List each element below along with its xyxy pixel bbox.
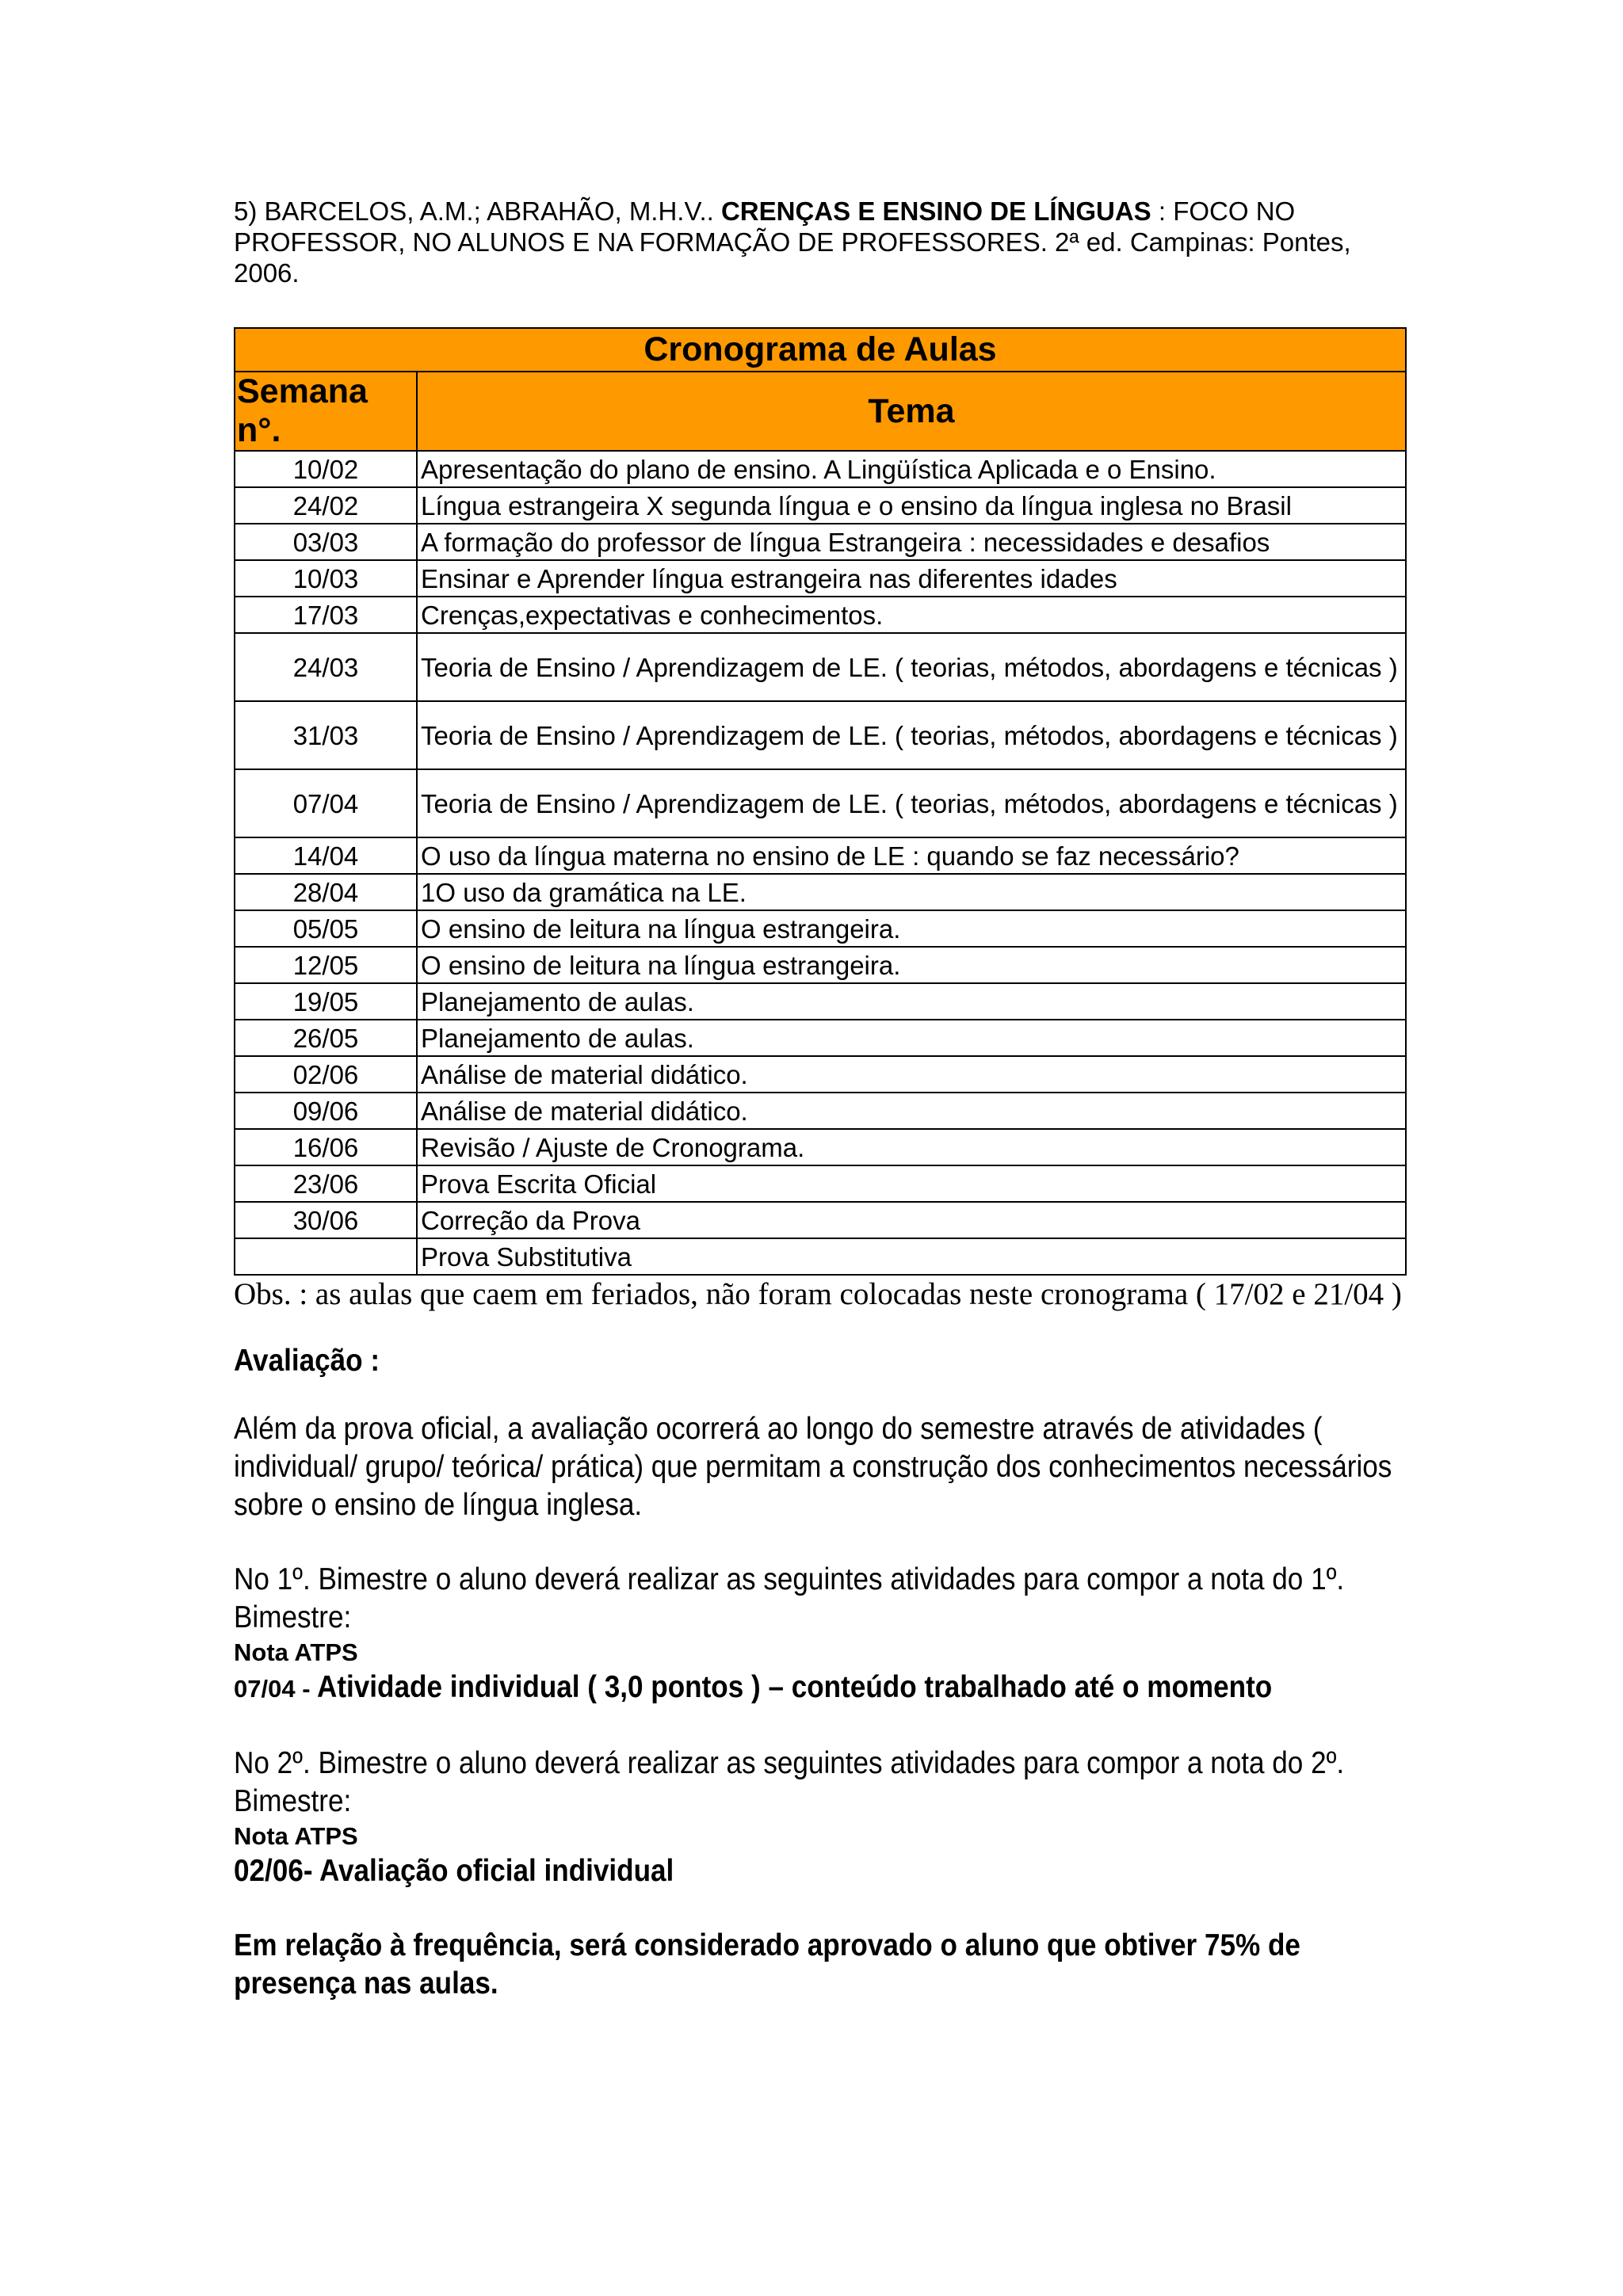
schedule-topic: Crenças,expectativas e conhecimentos. bbox=[417, 597, 1406, 633]
reference-authors: 5) BARCELOS, A.M.; ABRAHÃO, M.H.V.. bbox=[234, 196, 721, 226]
schedule-date: 07/04 bbox=[235, 769, 417, 837]
bimester-2-activity-text: 02/06- Avaliação oficial individual bbox=[234, 1854, 674, 1888]
schedule-row bbox=[235, 1202, 1406, 1238]
schedule-table bbox=[234, 327, 1407, 1276]
schedule-date: 26/05 bbox=[235, 1020, 417, 1056]
schedule-date: 30/06 bbox=[235, 1202, 417, 1238]
schedule-row bbox=[235, 1129, 1406, 1165]
bimester-2-nota-label: Nota ATPS bbox=[234, 1822, 358, 1850]
schedule-date: 10/03 bbox=[235, 560, 417, 597]
schedule-date: 05/05 bbox=[235, 910, 417, 947]
schedule-date: 23/06 bbox=[235, 1165, 417, 1202]
bimester-2-activity bbox=[234, 1852, 1407, 1890]
schedule-topic: O ensino de leitura na língua estrangeira. bbox=[417, 947, 1406, 983]
schedule-row bbox=[235, 983, 1406, 1020]
schedule-row bbox=[235, 597, 1406, 633]
schedule-date: 03/03 bbox=[235, 524, 417, 560]
bimester-1-activity bbox=[234, 1669, 1407, 1708]
schedule-topic: 1O uso da gramática na LE. bbox=[417, 874, 1406, 910]
schedule-row bbox=[235, 1238, 1406, 1275]
schedule-date: 28/04 bbox=[235, 874, 417, 910]
schedule-topic: Correção da Prova bbox=[417, 1202, 1406, 1238]
schedule-body bbox=[235, 451, 1406, 1275]
schedule-row bbox=[235, 487, 1406, 524]
schedule-topic: Prova Escrita Oficial bbox=[417, 1165, 1406, 1202]
schedule-date: 19/05 bbox=[235, 983, 417, 1020]
page-content bbox=[234, 196, 1407, 2003]
schedule-row bbox=[235, 701, 1406, 769]
schedule-topic: Língua estrangeira X segunda língua e o ensino da língua inglesa no Brasil bbox=[417, 487, 1406, 524]
schedule-date: 17/03 bbox=[235, 597, 417, 633]
schedule-row bbox=[235, 910, 1406, 947]
reference-title: CRENÇAS E ENSINO DE LÍNGUAS bbox=[720, 196, 1151, 226]
schedule-topic: Planejamento de aulas. bbox=[417, 983, 1406, 1020]
bimester-1-activity-text: Atividade individual ( 3,0 pontos ) – conteúdo trabalhado até o momento bbox=[317, 1670, 1273, 1704]
schedule-topic: Ensinar e Aprender língua estrangeira nas diferentes idades bbox=[417, 560, 1406, 597]
schedule-topic: Análise de material didático. bbox=[417, 1093, 1406, 1129]
schedule-topic: A formação do professor de língua Estrangeira : necessidades e desafios bbox=[417, 524, 1406, 560]
schedule-topic: O uso da língua materna no ensino de LE : quando se faz necessário? bbox=[417, 837, 1406, 874]
schedule-date: 31/03 bbox=[235, 701, 417, 769]
schedule-row bbox=[235, 874, 1406, 910]
schedule-row bbox=[235, 1020, 1406, 1056]
schedule-title: Cronograma de Aulas bbox=[235, 328, 1406, 372]
schedule-date: 10/02 bbox=[235, 451, 417, 487]
schedule-topic: Apresentação do plano de ensino. A Lingüística Aplicada e o Ensino. bbox=[417, 451, 1406, 487]
schedule-row bbox=[235, 633, 1406, 701]
schedule-row bbox=[235, 837, 1406, 874]
schedule-topic: Prova Substitutiva bbox=[417, 1238, 1406, 1275]
schedule-row bbox=[235, 560, 1406, 597]
schedule-date: 24/03 bbox=[235, 633, 417, 701]
schedule-date: 12/05 bbox=[235, 947, 417, 983]
schedule-note: Obs. : as aulas que caem em feriados, não foram colocadas neste cronograma ( 17/02 e 21/04 ) bbox=[234, 1277, 1402, 1311]
schedule-date: 02/06 bbox=[235, 1056, 417, 1093]
bibliography-reference bbox=[234, 196, 1407, 288]
schedule-date: 09/06 bbox=[235, 1093, 417, 1129]
attendance-requirement bbox=[234, 1927, 1407, 2003]
column-header-week: Semana n°. bbox=[235, 372, 417, 451]
reference-details: : FOCO NO PROFESSOR, NO ALUNOS E NA FORMAÇÃO DE PROFESSORES. 2ª ed. Campinas: Pontes, 2006. bbox=[234, 196, 1351, 288]
schedule-date: 16/06 bbox=[235, 1129, 417, 1165]
schedule-row bbox=[235, 1056, 1406, 1093]
schedule-date: 14/04 bbox=[235, 837, 417, 874]
schedule-topic: O ensino de leitura na língua estrangeira. bbox=[417, 910, 1406, 947]
schedule-topic: Teoria de Ensino / Aprendizagem de LE. ( teorias, métodos, abordagens e técnicas ) bbox=[417, 769, 1406, 837]
schedule-row bbox=[235, 1165, 1406, 1202]
schedule-date bbox=[235, 1238, 417, 1275]
bimester-1-nota-label: Nota ATPS bbox=[234, 1638, 358, 1666]
schedule-topic: Revisão / Ajuste de Cronograma. bbox=[417, 1129, 1406, 1165]
schedule-date: 24/02 bbox=[235, 487, 417, 524]
schedule-row bbox=[235, 947, 1406, 983]
schedule-topic: Teoria de Ensino / Aprendizagem de LE. ( teorias, métodos, abordagens e técnicas ) bbox=[417, 633, 1406, 701]
schedule-row bbox=[235, 524, 1406, 560]
attendance-requirement-text: Em relação à frequência, será considerado aprovado o aluno que obtiver 75% de presença nas aulas. bbox=[234, 1928, 1300, 2000]
evaluation-heading: Avaliação : bbox=[234, 1344, 380, 1378]
bimester-1-text: No 1º. Bimestre o aluno deverá realizar as seguintes atividades para compor a nota do 1º. Bimestre: bbox=[234, 1562, 1345, 1634]
schedule-topic: Planejamento de aulas. bbox=[417, 1020, 1406, 1056]
bimester-1-activity-date: 07/04 - bbox=[234, 1675, 318, 1703]
column-header-topic: Tema bbox=[417, 372, 1406, 451]
bimester-2-text: No 2º. Bimestre o aluno deverá realizar as seguintes atividades para compor a nota do 2º. Bimestre: bbox=[234, 1746, 1345, 1818]
schedule-topic: Análise de material didático. bbox=[417, 1056, 1406, 1093]
schedule-row bbox=[235, 1093, 1406, 1129]
schedule-topic: Teoria de Ensino / Aprendizagem de LE. ( teorias, métodos, abordagens e técnicas ) bbox=[417, 701, 1406, 769]
schedule-row bbox=[235, 451, 1406, 487]
evaluation-intro: Além da prova oficial, a avaliação ocorrerá ao longo do semestre através de atividades ( individual/ grupo/ teórica/ prática) que permitam a construção dos conhecimentos necessários sobre o ensino de língua inglesa. bbox=[234, 1412, 1392, 1522]
schedule-row bbox=[235, 769, 1406, 837]
